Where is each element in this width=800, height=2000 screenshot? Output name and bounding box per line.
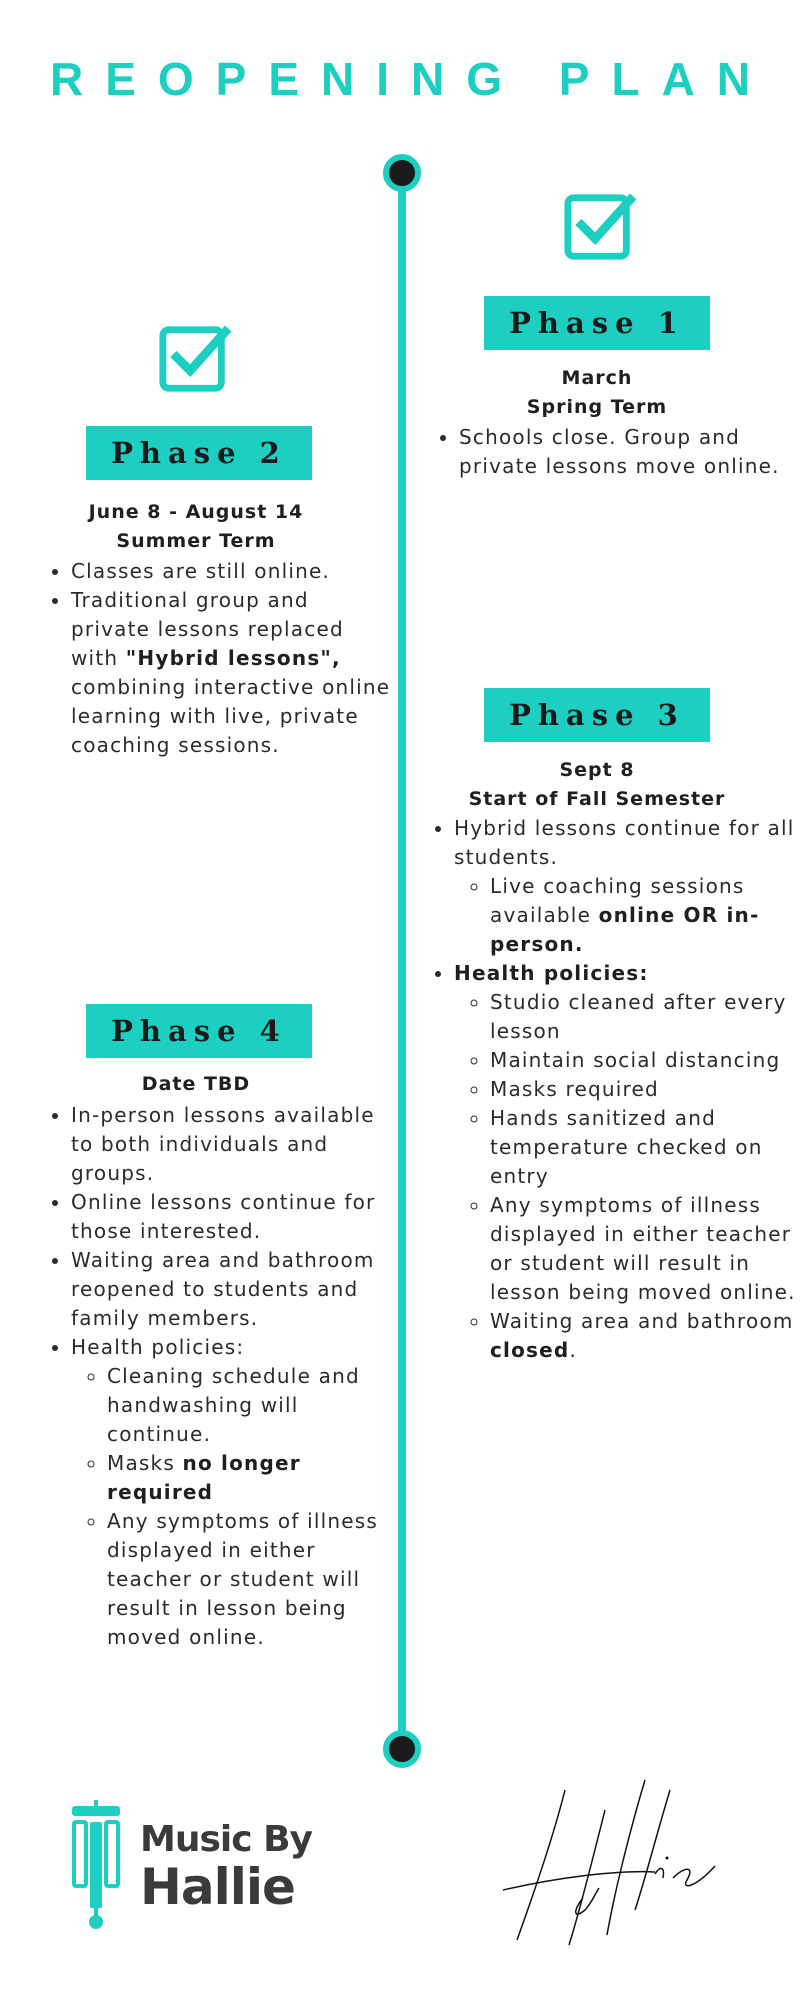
brand-line-1: Music By bbox=[140, 1819, 312, 1860]
list-item: • In-person lessons available to both individuals and groups. bbox=[71, 1101, 396, 1188]
phase-2-list bbox=[49, 557, 391, 760]
list-item: ◦ Any symptoms of illness displayed in either teacher or student will result in lesson being moved online. bbox=[107, 1507, 396, 1652]
phase-4-date: Date TBD bbox=[141, 1073, 251, 1095]
phase-2-label: Phase 2 bbox=[86, 426, 312, 480]
brand-name bbox=[140, 1819, 312, 1916]
phase-1-date: March bbox=[561, 367, 633, 389]
phase-1-dates bbox=[447, 364, 747, 422]
list-item: ◦ Cleaning schedule and handwashing will continue. bbox=[107, 1362, 396, 1449]
phase-4-label: Phase 4 bbox=[86, 1004, 312, 1058]
page-title: REOPENING PLAN bbox=[49, 53, 773, 105]
list-item: ◦ Waiting area and bathroom closed. bbox=[490, 1307, 796, 1365]
phase-3-term: Start of Fall Semester bbox=[468, 788, 726, 810]
list-item: ◦ Studio cleaned after every lesson bbox=[490, 988, 796, 1046]
checkbox-checked-icon bbox=[562, 188, 640, 266]
list-item: ◦ Maintain social distancing bbox=[490, 1046, 796, 1075]
phase-4-dates bbox=[46, 1070, 346, 1099]
phase-4-list bbox=[49, 1101, 396, 1652]
phase-3-list bbox=[432, 814, 796, 1365]
list-item: • Online lessons continue for those interested. bbox=[71, 1188, 396, 1246]
phase-2-dates bbox=[46, 498, 346, 556]
list-item: • Traditional group and private lessons replaced with "Hybrid lessons", combining interactive online learning with live, private coaching sessions. bbox=[71, 586, 391, 760]
list-item: ◦ Masks required bbox=[490, 1075, 796, 1104]
phase-1-list bbox=[437, 423, 789, 481]
list-item: • Health policies: ◦ Cleaning schedule and handwashing will continue. ◦ Masks no longer required ◦ Any symptoms of illness displayed in either teacher or student will result in lesson being moved online. bbox=[71, 1333, 396, 1652]
timeline-node-top bbox=[383, 154, 421, 192]
list-item: ◦ Hands sanitized and temperature checked on entry bbox=[490, 1104, 796, 1191]
list-item: ◦ Live coaching sessions available online OR in-person. bbox=[490, 872, 796, 959]
checkbox-checked-icon bbox=[157, 320, 235, 398]
phase-2-term: Summer Term bbox=[116, 530, 276, 552]
phase-3-date: Sept 8 bbox=[559, 759, 635, 781]
list-item: • Waiting area and bathroom reopened to students and family members. bbox=[71, 1246, 396, 1333]
signature bbox=[495, 1770, 725, 1950]
list-item: • Schools close. Group and private lessons move online. bbox=[459, 423, 789, 481]
phase-1-term: Spring Term bbox=[526, 396, 668, 418]
brand-line-2: Hallie bbox=[140, 1858, 295, 1916]
phase-2-date: June 8 - August 14 bbox=[88, 501, 304, 523]
list-item: • Health policies: ◦ Studio cleaned after every lesson ◦ Maintain social distancing ◦ Masks required ◦ Hands sanitized and temperature checked on entry ◦ Any symptoms of illness displayed in either teacher or student will result in lesson being moved online. ◦ Waiting area and bathroom closed. bbox=[454, 959, 796, 1365]
phase-1-label: Phase 1 bbox=[484, 296, 710, 350]
list-item: • Classes are still online. bbox=[71, 557, 391, 586]
phase-3-dates bbox=[447, 756, 747, 814]
list-item: • Hybrid lessons continue for all students. ◦ Live coaching sessions available online OR in-person. bbox=[454, 814, 796, 959]
list-item: ◦ Any symptoms of illness displayed in either teacher or student will result in lesson being moved online. bbox=[490, 1191, 796, 1307]
timeline-line bbox=[398, 172, 406, 1750]
phase-3-label: Phase 3 bbox=[484, 688, 710, 742]
timeline-node-bottom bbox=[383, 1730, 421, 1768]
list-item: ◦ Masks no longer required bbox=[107, 1449, 396, 1507]
wind-chime-logo-icon bbox=[68, 1800, 148, 1930]
